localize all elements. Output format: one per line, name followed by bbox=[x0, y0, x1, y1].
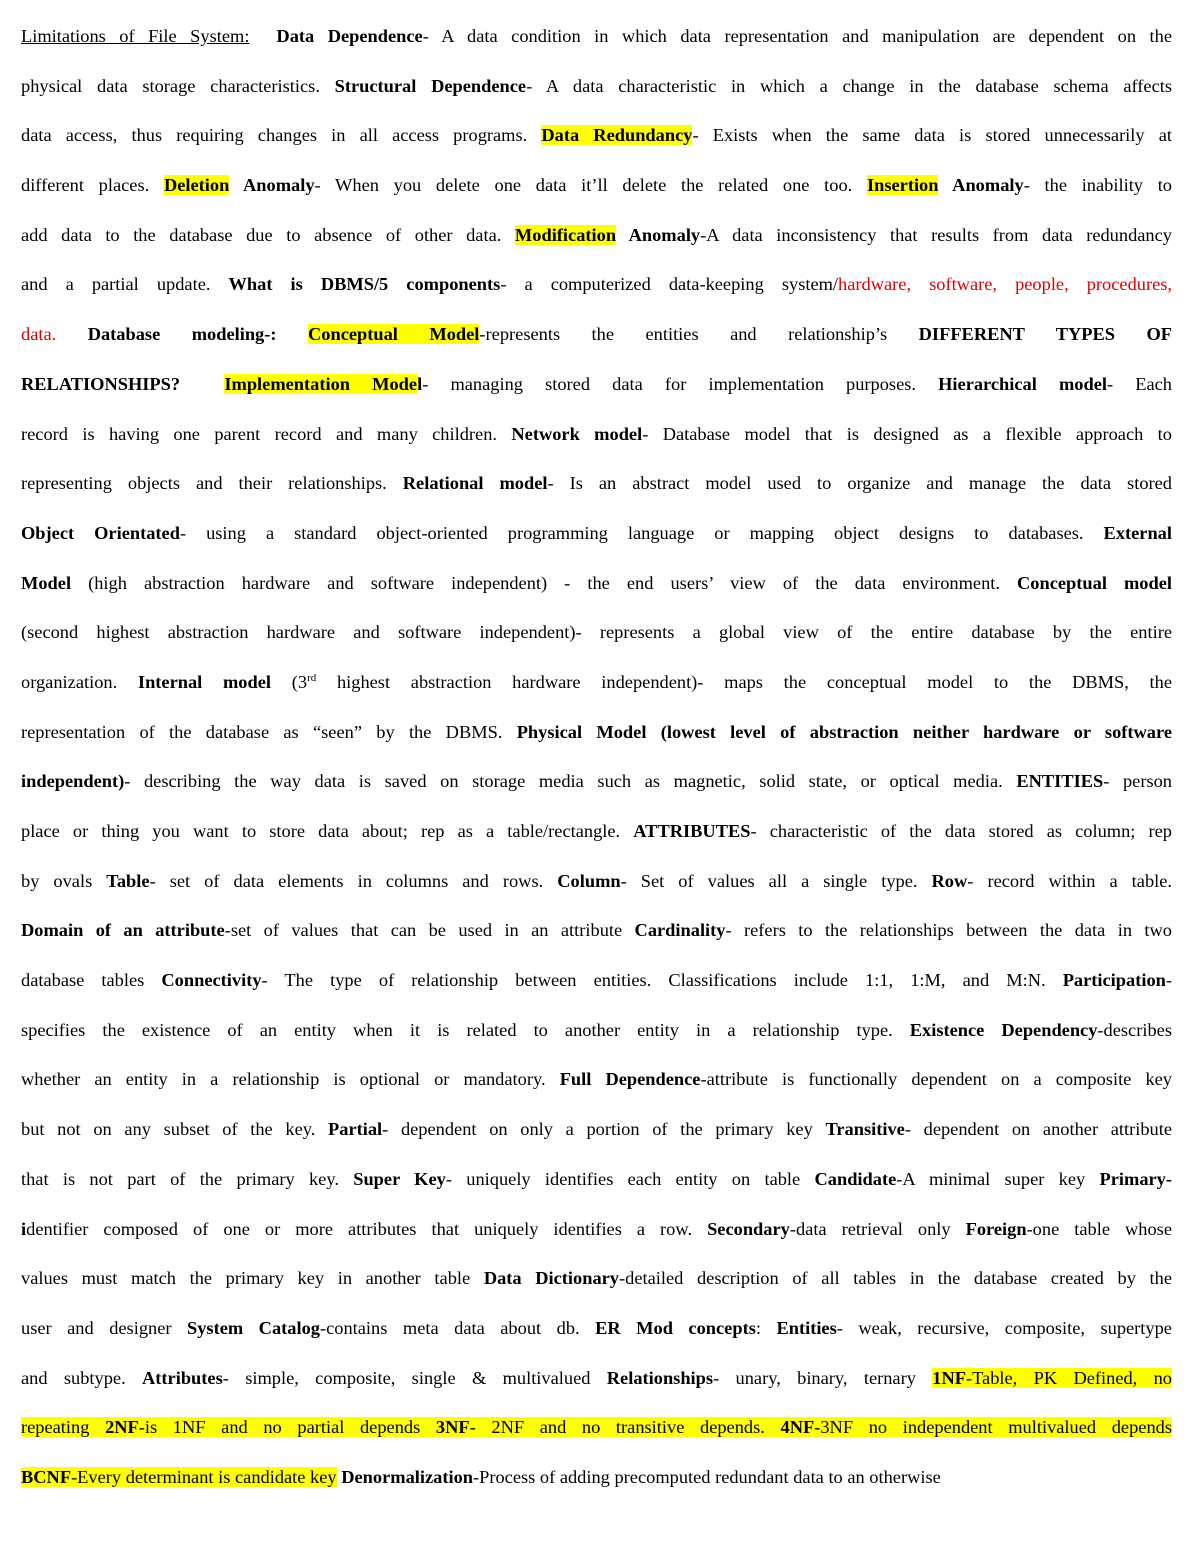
text-run: physical data storage characteristics. bbox=[21, 75, 335, 96]
highlighted-term: 2NF bbox=[105, 1417, 139, 1438]
text-run: - The type of relationship between entities. Classifications include 1:1, 1:M, and M:N. bbox=[261, 970, 1063, 991]
bold-term: Domain of an attribute bbox=[21, 920, 225, 941]
bold-term: Structural Dependence bbox=[334, 75, 527, 96]
text-run: : bbox=[755, 1317, 777, 1338]
bold-term: Anomaly bbox=[938, 175, 1024, 196]
bold-term: Participation bbox=[1062, 970, 1166, 991]
text-line bbox=[21, 161, 1172, 211]
text-line bbox=[21, 807, 1172, 857]
text-run: whether an entity in a relationship is optional or mandatory. bbox=[21, 1069, 560, 1090]
text-line bbox=[21, 459, 1172, 509]
text-run bbox=[180, 374, 224, 394]
bold-term: Partial bbox=[328, 1119, 383, 1140]
bold-term: DIFFERENT TYPES OF bbox=[918, 324, 1173, 345]
text-run bbox=[56, 324, 87, 344]
text-run: dentifier composed of one or more attributes that uniquely identifies a row. bbox=[26, 1218, 708, 1239]
text-run: (second highest abstraction hardware and software independent)- represents a global view of the entire database by the entire bbox=[21, 622, 1172, 643]
text-run: - Is an abstract model used to organize and manage the data stored bbox=[547, 473, 1173, 494]
text-line bbox=[21, 310, 1172, 360]
text-run: - Exists when the same data is stored unnecessarily at bbox=[692, 125, 1173, 146]
text-run: - record within a table. bbox=[967, 870, 1173, 891]
text-run: highest abstraction hardware independent)- maps the conceptual model to the DBMS, the bbox=[316, 671, 1173, 692]
text-line bbox=[21, 360, 1172, 410]
text-line bbox=[21, 608, 1172, 658]
text-run: - refers to the relationships between the data in two bbox=[725, 920, 1172, 941]
bold-term: What is DBMS/5 components bbox=[228, 274, 501, 295]
text-run: - weak, recursive, composite, supertype bbox=[836, 1317, 1172, 1338]
bold-term: Data Dependence bbox=[276, 26, 423, 46]
text-run: - managing stored data for implementation purposes. bbox=[422, 373, 939, 394]
bold-term: Connectivity bbox=[161, 970, 262, 991]
highlighted-term: 4NF bbox=[780, 1417, 815, 1438]
bold-term: Relationships bbox=[606, 1367, 714, 1388]
text-run: - simple, composite, single & multivalued bbox=[222, 1367, 607, 1388]
highlighted-term: -is 1NF and no partial depends bbox=[138, 1417, 436, 1438]
text-run: values must match the primary key in another table bbox=[21, 1268, 484, 1289]
text-run: - uniquely identifies each entity on table bbox=[445, 1168, 815, 1189]
text-run: - Set of values all a single type. bbox=[620, 870, 932, 891]
text-run: - dependent on another attribute bbox=[904, 1119, 1173, 1140]
bold-term: Super Key bbox=[353, 1168, 446, 1189]
text-run: representation of the database as “seen” by the DBMS. bbox=[21, 721, 517, 742]
text-run: -A data inconsistency that results from data redundancy bbox=[700, 224, 1172, 245]
text-run: - A data condition in which data representation and manipulation are dependent on the bbox=[422, 26, 1172, 46]
text-run: - dependent on only a portion of the primary key bbox=[382, 1119, 826, 1140]
text-run: -set of values that can be used in an attribute bbox=[224, 920, 635, 941]
text-run bbox=[249, 26, 276, 46]
text-line bbox=[21, 857, 1172, 907]
bold-term: Data Dictionary bbox=[483, 1268, 620, 1289]
bold-term: Candidate bbox=[814, 1168, 897, 1189]
text-run: - using a standard object-oriented programming language or mapping object designs to databases. bbox=[179, 522, 1104, 543]
text-run: - the inability to bbox=[1023, 175, 1173, 196]
text-run: - When you delete one data it’ll delete the related one too. bbox=[314, 175, 867, 196]
highlighted-term: -3NF no independent multivalued depends bbox=[814, 1417, 1172, 1438]
text-line bbox=[21, 1354, 1172, 1404]
bold-term: i bbox=[21, 1218, 27, 1239]
bold-term: Secondary bbox=[707, 1218, 790, 1239]
bold-term: Transitive bbox=[825, 1119, 905, 1140]
text-line bbox=[21, 906, 1172, 956]
highlighted-term: Deletion bbox=[163, 175, 230, 196]
text-run: - Each bbox=[1107, 373, 1172, 394]
text-run: - set of data elements in columns and rows. bbox=[149, 870, 558, 891]
text-run: record is having one parent record and many children. bbox=[21, 423, 512, 444]
bold-term: Physical Model (lowest level of abstraction neither hardware or software bbox=[516, 721, 1172, 742]
text-run: (3 bbox=[271, 671, 308, 692]
bold-term: Attributes bbox=[142, 1367, 223, 1388]
red-text-run: hardware, software, people, procedures, bbox=[838, 274, 1173, 295]
text-run: different places. bbox=[21, 175, 164, 196]
bold-term: Row bbox=[931, 870, 968, 891]
text-run: -A minimal super key bbox=[896, 1168, 1100, 1189]
text-run: - unary, binary, ternary bbox=[713, 1367, 933, 1388]
text-line bbox=[21, 260, 1172, 310]
bold-term: Relational model bbox=[402, 473, 548, 494]
text-run bbox=[277, 324, 308, 344]
bold-term: Internal model bbox=[137, 671, 272, 692]
text-run: -contains meta data about db. bbox=[319, 1317, 596, 1338]
text-run: -detailed description of all tables in the database created by the bbox=[619, 1268, 1172, 1289]
text-line bbox=[21, 1055, 1172, 1105]
text-line bbox=[21, 1105, 1172, 1155]
text-run: - bbox=[1165, 970, 1172, 991]
text-line bbox=[21, 1304, 1172, 1354]
bold-term: Existence Dependency bbox=[909, 1019, 1098, 1040]
bold-term: Hierarchical model bbox=[938, 373, 1107, 394]
text-run: that is not part of the primary key. bbox=[21, 1168, 354, 1189]
text-run: - Database model that is designed as a flexible approach to bbox=[642, 423, 1172, 444]
bold-term: RELATIONSHIPS? bbox=[21, 373, 181, 394]
bold-term: ENTITIES bbox=[1016, 771, 1104, 792]
text-run: but not on any subset of the key. bbox=[21, 1119, 329, 1140]
text-line bbox=[21, 1205, 1172, 1255]
text-line bbox=[21, 1453, 1172, 1503]
highlighted-term: Modification bbox=[514, 224, 617, 245]
underlined-heading: Limitations of File System: bbox=[21, 26, 250, 46]
text-run: - characteristic of the data stored as column; rep bbox=[750, 821, 1173, 841]
text-run: database tables bbox=[21, 970, 162, 991]
highlighted-term: -Table, PK Defined, no bbox=[965, 1367, 1172, 1388]
text-line bbox=[21, 708, 1172, 758]
text-line bbox=[21, 1254, 1172, 1304]
highlighted-term: 1NF bbox=[932, 1367, 966, 1388]
bold-term: Denormalization bbox=[341, 1466, 473, 1487]
highlighted-term: Data Redundancy bbox=[541, 125, 693, 146]
text-run: -one table whose bbox=[1026, 1218, 1172, 1239]
text-run: - a computerized data-keeping system/ bbox=[500, 274, 839, 295]
text-run: place or thing you want to store data about; rep as a table/rectangle. bbox=[21, 821, 634, 841]
bold-term: Primary bbox=[1099, 1168, 1166, 1189]
text-line bbox=[21, 1155, 1172, 1205]
bold-term: independent) bbox=[21, 771, 125, 792]
text-run: by ovals bbox=[21, 870, 107, 891]
text-run: -represents the entities and relationship’s bbox=[479, 324, 919, 345]
highlighted-term: repeating bbox=[21, 1417, 106, 1438]
text-run: - describing the way data is saved on storage media such as magnetic, solid state, or optical media. bbox=[124, 771, 1017, 792]
text-line bbox=[21, 12, 1172, 62]
text-run: -Process of adding precomputed redundant data to an otherwise bbox=[473, 1466, 941, 1487]
bold-term: Entities bbox=[776, 1317, 837, 1338]
document-body bbox=[21, 12, 1172, 1503]
text-run: specifies the existence of an entity when it is related to another entity in a relationship type. bbox=[21, 1019, 910, 1040]
superscript: rd bbox=[307, 671, 317, 684]
text-line bbox=[21, 757, 1172, 807]
text-line bbox=[21, 658, 1172, 708]
text-run: representing objects and their relationships. bbox=[21, 473, 403, 494]
text-run: -attribute is functionally dependent on a composite key bbox=[700, 1069, 1172, 1090]
bold-term: Full Dependence bbox=[559, 1069, 701, 1090]
bold-term: l bbox=[417, 373, 423, 394]
text-run: organization. bbox=[21, 671, 138, 692]
text-line bbox=[21, 62, 1172, 112]
bold-term: ER Mod concepts bbox=[595, 1317, 756, 1338]
highlighted-term: Conceptual Model bbox=[307, 324, 480, 345]
highlighted-term: 3NF bbox=[435, 1417, 470, 1438]
red-text-run: data. bbox=[21, 324, 57, 345]
text-line bbox=[21, 1006, 1172, 1056]
bold-term: Anomaly bbox=[616, 224, 701, 245]
highlighted-term: BCNF bbox=[21, 1466, 72, 1487]
bold-term: External bbox=[1103, 522, 1172, 543]
text-run: - person bbox=[1103, 771, 1172, 792]
text-run: and a partial update. bbox=[21, 274, 229, 295]
text-run: user and designer bbox=[21, 1317, 187, 1338]
bold-term: Table bbox=[106, 870, 150, 891]
text-line bbox=[21, 509, 1172, 559]
bold-term: Column bbox=[557, 870, 621, 891]
bold-term: System Catalog bbox=[187, 1317, 320, 1338]
bold-term: Cardinality bbox=[634, 920, 726, 941]
text-run: add data to the database due to absence of other data. bbox=[21, 224, 515, 245]
bold-term: Anomaly bbox=[229, 175, 315, 196]
text-line bbox=[21, 211, 1172, 261]
highlighted-term: -Every determinant is candidate key bbox=[71, 1466, 337, 1487]
bold-term: Object Orientated bbox=[21, 522, 180, 543]
bold-term: Conceptual model bbox=[1017, 572, 1172, 593]
text-run: (high abstraction hardware and software independent) - the end users’ view of the data environment. bbox=[71, 572, 1018, 593]
text-line bbox=[21, 111, 1172, 161]
bold-term: - bbox=[1165, 1168, 1173, 1189]
bold-term: Foreign bbox=[965, 1218, 1027, 1239]
text-run: data access, thus requiring changes in all access programs. bbox=[21, 125, 542, 146]
text-line bbox=[21, 956, 1172, 1006]
text-line bbox=[21, 1403, 1172, 1453]
highlighted-term: Implementation Mode bbox=[224, 373, 418, 394]
bold-term: Model bbox=[21, 572, 72, 593]
text-run: -describes bbox=[1097, 1019, 1172, 1040]
text-run: and subtype. bbox=[21, 1367, 143, 1388]
highlighted-term: Insertion bbox=[866, 175, 939, 196]
text-run: - A data characteristic in which a change in the database schema affects bbox=[526, 75, 1173, 96]
text-line bbox=[21, 559, 1172, 609]
bold-term: Network model bbox=[511, 423, 643, 444]
text-line bbox=[21, 410, 1172, 460]
highlighted-term: - 2NF and no transitive depends. bbox=[469, 1417, 781, 1438]
bold-term: Database modeling-: bbox=[87, 324, 277, 345]
bold-term: ATTRIBUTES bbox=[633, 821, 751, 841]
text-run: -data retrieval only bbox=[789, 1218, 966, 1239]
